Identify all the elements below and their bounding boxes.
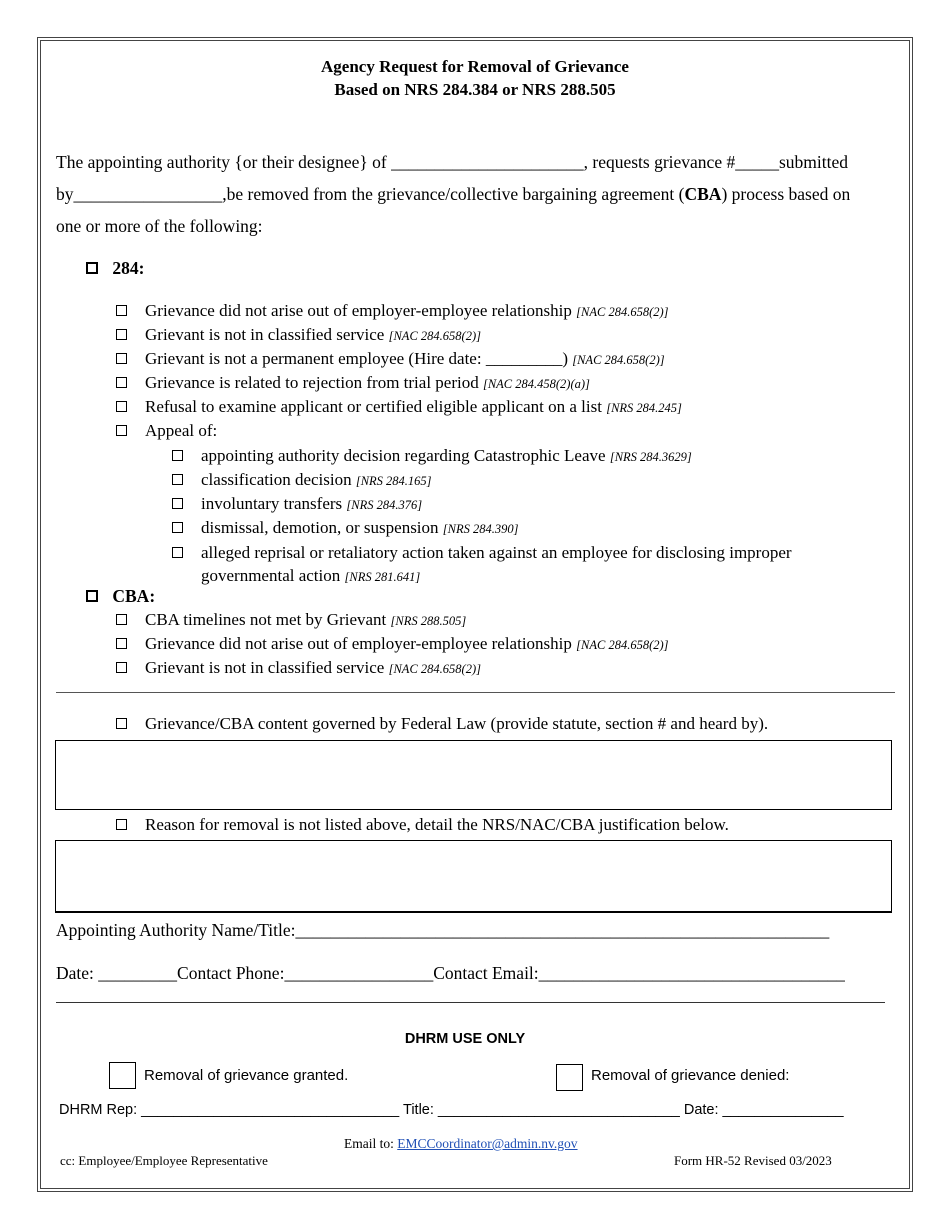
granted-label: Removal of grievance granted. [144,1067,349,1084]
item-checkbox[interactable] [172,522,183,533]
form-title: Agency Request for Removal of Grievance [321,57,629,76]
item-checkbox[interactable] [172,498,183,509]
other-reason-textbox[interactable] [55,840,892,913]
item-checkbox[interactable] [116,401,127,412]
section-cba-heading: CBA: [86,586,155,607]
item-checkbox[interactable] [116,377,127,388]
other-reason-checkbox[interactable] [116,819,127,830]
form-id: Form HR-52 Revised 03/2023 [674,1153,832,1168]
authority-name-field[interactable]: Appointing Authority Name/Title:_____________________________________________________________ [56,920,830,940]
section-cba-checkbox[interactable] [86,590,98,602]
federal-law-textbox[interactable] [55,740,892,810]
item-checkbox[interactable] [116,329,127,340]
item-checkbox[interactable] [116,353,127,364]
item-checkbox[interactable] [116,662,127,673]
item-checkbox[interactable] [116,638,127,649]
intro-line-1: The appointing authority {or their designee} of ______________________, requests grievance #_____submitted [56,152,848,172]
item-checkbox[interactable] [116,305,127,316]
section-284-checkbox[interactable] [86,262,98,274]
dhrm-rep-line[interactable]: DHRM Rep: ________________________________ Title: ______________________________ Date: _______________ [59,1102,844,1118]
intro-line-2: by_________________,be removed from the grievance/collective bargaining agreement (CBA) process based on [56,184,851,204]
intro-line-3: one or more of the following: [56,216,263,236]
denied-label: Removal of grievance denied: [591,1067,790,1084]
item-checkbox[interactable] [116,425,127,436]
granted-checkbox[interactable] [109,1062,136,1089]
contact-fields[interactable]: Date: _________Contact Phone:_________________Contact Email:___________________________________ [56,963,845,983]
federal-law-checkbox[interactable] [116,718,127,729]
email-line: Email to: EMCCoordinator@admin.nv.gov [344,1136,578,1151]
item-checkbox[interactable] [172,547,183,558]
item-checkbox[interactable] [172,474,183,485]
cc-line: cc: Employee/Employee Representative [60,1153,268,1168]
email-link[interactable]: EMCCoordinator@admin.nv.gov [397,1136,578,1151]
item-checkbox[interactable] [172,450,183,461]
section-divider [56,692,895,693]
appeal-item-continuation: governmental action [NRS 281.641] [201,566,421,585]
section-divider [56,1002,885,1003]
item-checkbox[interactable] [116,614,127,625]
form-subtitle: Based on NRS 284.384 or NRS 288.505 [334,80,616,99]
denied-checkbox[interactable] [556,1064,583,1091]
dhrm-heading: DHRM USE ONLY [404,1031,526,1047]
section-284-heading: 284: [86,258,144,279]
